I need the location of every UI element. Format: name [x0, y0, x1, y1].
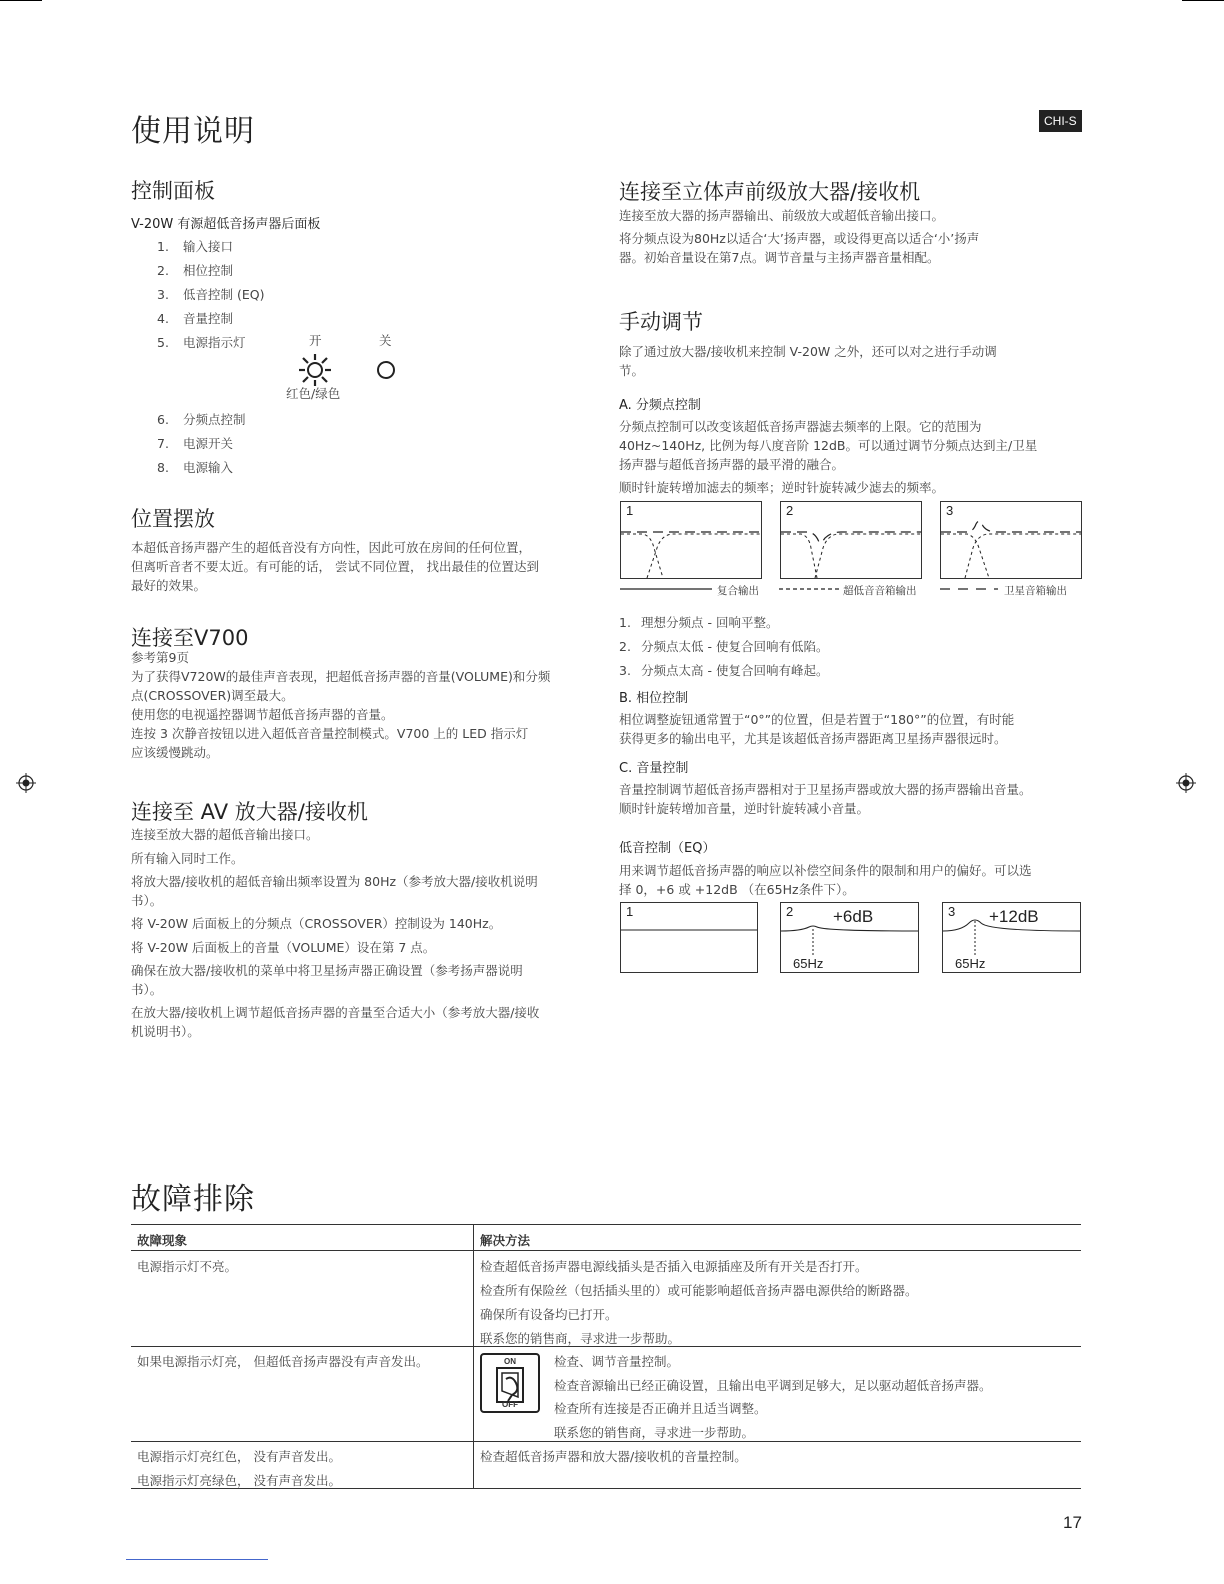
eq-text: 用来调节超低音扬声器的响应以补偿空间条件的限制和用户的偏好。可以选 择 0，+6 或 +12dB （在65Hz条件下）。 — [619, 863, 1032, 897]
troubleshooting-title: 故障排除 — [131, 1182, 255, 1217]
registration-mark-right-icon — [1176, 773, 1196, 793]
power-off-label: 关 — [379, 333, 392, 348]
crossover-graph-1: 1 — [620, 501, 762, 579]
list-item: 3. 分频点太高 - 使复合回响有峰起。 — [619, 663, 829, 678]
eq-graph-3: 3 +12dB 65Hz — [942, 902, 1081, 973]
led-color-label: 红色/绿色 — [286, 386, 341, 401]
table-rule-top — [131, 1224, 1081, 1225]
table-row-solutions: 检查超低音扬声器电源线插头是否插入电源插座及所有开关是否打开。 检查所有保险丝（包括插头里的）或可能影响超低音扬声器电源供给的断路器。 确保所有设备均已打开。 联系您的销售商，寻求进一步帮助。 — [480, 1259, 918, 1346]
power-switch-icon: ON OFF — [480, 1353, 540, 1413]
crossover-graph-2: 2 — [780, 501, 922, 579]
eq-freq-12: 65Hz — [955, 956, 986, 971]
table-row-solutions: 检查、调节音量控制。 检查音源输出已经正确设置，且输出电平调到足够大，足以驱动超低音扬声器。 检查所有连接是否正确并且适当调整。 联系您的销售商，寻求进一步帮助。 — [554, 1354, 992, 1440]
list-item: 7. 电源开关 — [157, 436, 234, 451]
legend-line-sub-icon — [779, 585, 839, 593]
eq-freq-6: 65Hz — [793, 956, 824, 971]
phase-text: 相位调整旋钮通常置于“0°”的位置，但是若置于“180°”的位置，有时能 获得更多的输出电平，尤其是该超低音扬声器距离卫星扬声器很远时。 — [619, 712, 1015, 746]
page-number: 17 — [1063, 1513, 1082, 1532]
control-panel-subtitle: V-20W 有源超低音扬声器后面板 — [131, 217, 321, 232]
control-panel-title: 控制面板 — [131, 179, 215, 203]
eq-graph-2: 2 +6dB 65Hz — [780, 902, 919, 973]
manual-intro: 除了通过放大器/接收机来控制 V-20W 之外，还可以对之进行手动调 节。 — [619, 344, 997, 378]
list-item: 6. 分频点控制 — [157, 412, 246, 427]
volume-heading: C. 音量控制 — [619, 761, 689, 776]
av-amp-title: 连接至 AV 放大器/接收机 — [131, 800, 368, 824]
volume-text: 音量控制调节超低音扬声器相对于卫星扬声器或放大器的扬声器输出音量。 顺时针旋转增加音量，逆时针旋转减小音量。 — [619, 782, 1032, 816]
crop-mark-right — [1182, 0, 1224, 1]
placement-title: 位置摆放 — [131, 507, 215, 531]
eq-gain-6: +6dB — [833, 907, 874, 926]
list-item: 1. 输入接口 — [157, 239, 234, 254]
table-rule-header — [131, 1250, 1081, 1251]
list-item: 3. 低音控制 (EQ) — [157, 287, 265, 302]
column-header-solution: 解决方法 — [480, 1233, 531, 1248]
list-item: 1. 理想分频点 - 回响平整。 — [619, 615, 779, 630]
crossover-heading: A. 分频点控制 — [619, 398, 701, 413]
manual-title: 手动调节 — [619, 310, 703, 334]
legend-sub: 超低音音箱输出 — [843, 585, 917, 597]
power-led-off-icon — [376, 360, 396, 380]
crossover-graph-3: 3 — [940, 501, 1082, 579]
list-item: 4. 音量控制 — [157, 311, 234, 326]
stereo-title: 连接至立体声前级放大器/接收机 — [619, 180, 921, 204]
eq-gain-12: +12dB — [989, 907, 1039, 926]
crop-mark-bottom — [126, 1559, 268, 1560]
v700-title: 连接至V700 — [131, 626, 249, 650]
eq-graph-1: 1 — [620, 902, 758, 973]
table-row: 电源指示灯亮红色， 没有声音发出。 电源指示灯亮绿色， 没有声音发出。 — [137, 1449, 341, 1488]
legend-sat: 卫星音箱输出 — [1004, 585, 1067, 597]
registration-mark-left-icon — [16, 773, 36, 793]
placement-text: 本超低音扬声器产生的超低音没有方向性，因此可放在房间的任何位置， 但离听音者不要太近。有可能的话， 尝试不同位置， 找出最佳的位置达到 最好的效果。 — [131, 540, 539, 593]
table-row: 如果电源指示灯亮， 但超低音扬声器没有声音发出。 — [137, 1354, 429, 1369]
crop-mark-left — [0, 0, 42, 1]
table-row: 电源指示灯不亮。 — [137, 1259, 238, 1274]
legend-combined: 复合输出 — [717, 585, 759, 597]
column-header-symptom: 故障现象 — [137, 1233, 188, 1248]
stereo-text: 连接至放大器的扬声器输出、前级放大或超低音输出接口。 将分频点设为80Hz以适合‘大’扬声器，或设得更高以适合‘小’扬声 器。初始音量设在第7点。调节音量与主扬声器音量相配。 — [619, 208, 980, 265]
crossover-text: 分频点控制可以改变该超低音扬声器滤去频率的上限。它的范围为 40Hz~140Hz, 比例为每八度音阶 12dB。可以通过调节分频点达到主/卫星 扬声器与超低音扬声器的最平滑的融合。 顺时针旋转增加滤去的频率；逆时针旋转减少滤去的频率。 — [619, 419, 1038, 495]
list-item: 2. 相位控制 — [157, 263, 234, 278]
list-item: 2. 分频点太低 - 使复合回响有低陷。 — [619, 639, 829, 654]
eq-heading: 低音控制（EQ） — [619, 841, 716, 856]
legend-line-combined-icon — [620, 585, 712, 593]
page-title: 使用说明 — [131, 114, 255, 149]
list-item: 8. 电源输入 — [157, 460, 234, 475]
power-led-on-icon — [298, 354, 332, 386]
table-column-divider — [473, 1224, 474, 1488]
power-on-label: 开 — [309, 333, 322, 348]
phase-heading: B. 相位控制 — [619, 691, 689, 706]
legend-line-sat-icon — [940, 585, 998, 593]
language-badge: CHI-S — [1039, 110, 1082, 132]
list-item: 5. 电源指示灯 — [157, 335, 246, 350]
table-row-solutions: 检查超低音扬声器和放大器/接收机的音量控制。 — [480, 1449, 747, 1464]
av-amp-text: 连接至放大器的超低音输出接口。 所有输入同时工作。 将放大器/接收机的超低音输出频率设置为 80Hz（参考放大器/接收机说明 书）。 将 V-20W 后面板上的分频点（CROSSOVER）控制设为 140Hz。 将 V-20W 后面板上的音量（VOLUME）设在第 7 点。 确保在放大器/接收机的菜单中将卫星扬声器正确设置（参考扬声器说明 书）。 在放大器/接收机上调节超低音扬声器的音量至合适大小（参考放大器/接收 机说明书）。 — [131, 827, 540, 1039]
v700-text: 参考第9页 为了获得V720W的最佳声音表现，把超低音扬声器的音量(VOLUME)和分频 点(CROSSOVER)调至最大。 使用您的电视遥控器调节超低音扬声器的音量。 连按 3 次静音按钮以进入超低音音量控制模式。V700 上的 LED 指示灯 应该缓慢跳动。 — [131, 650, 551, 760]
